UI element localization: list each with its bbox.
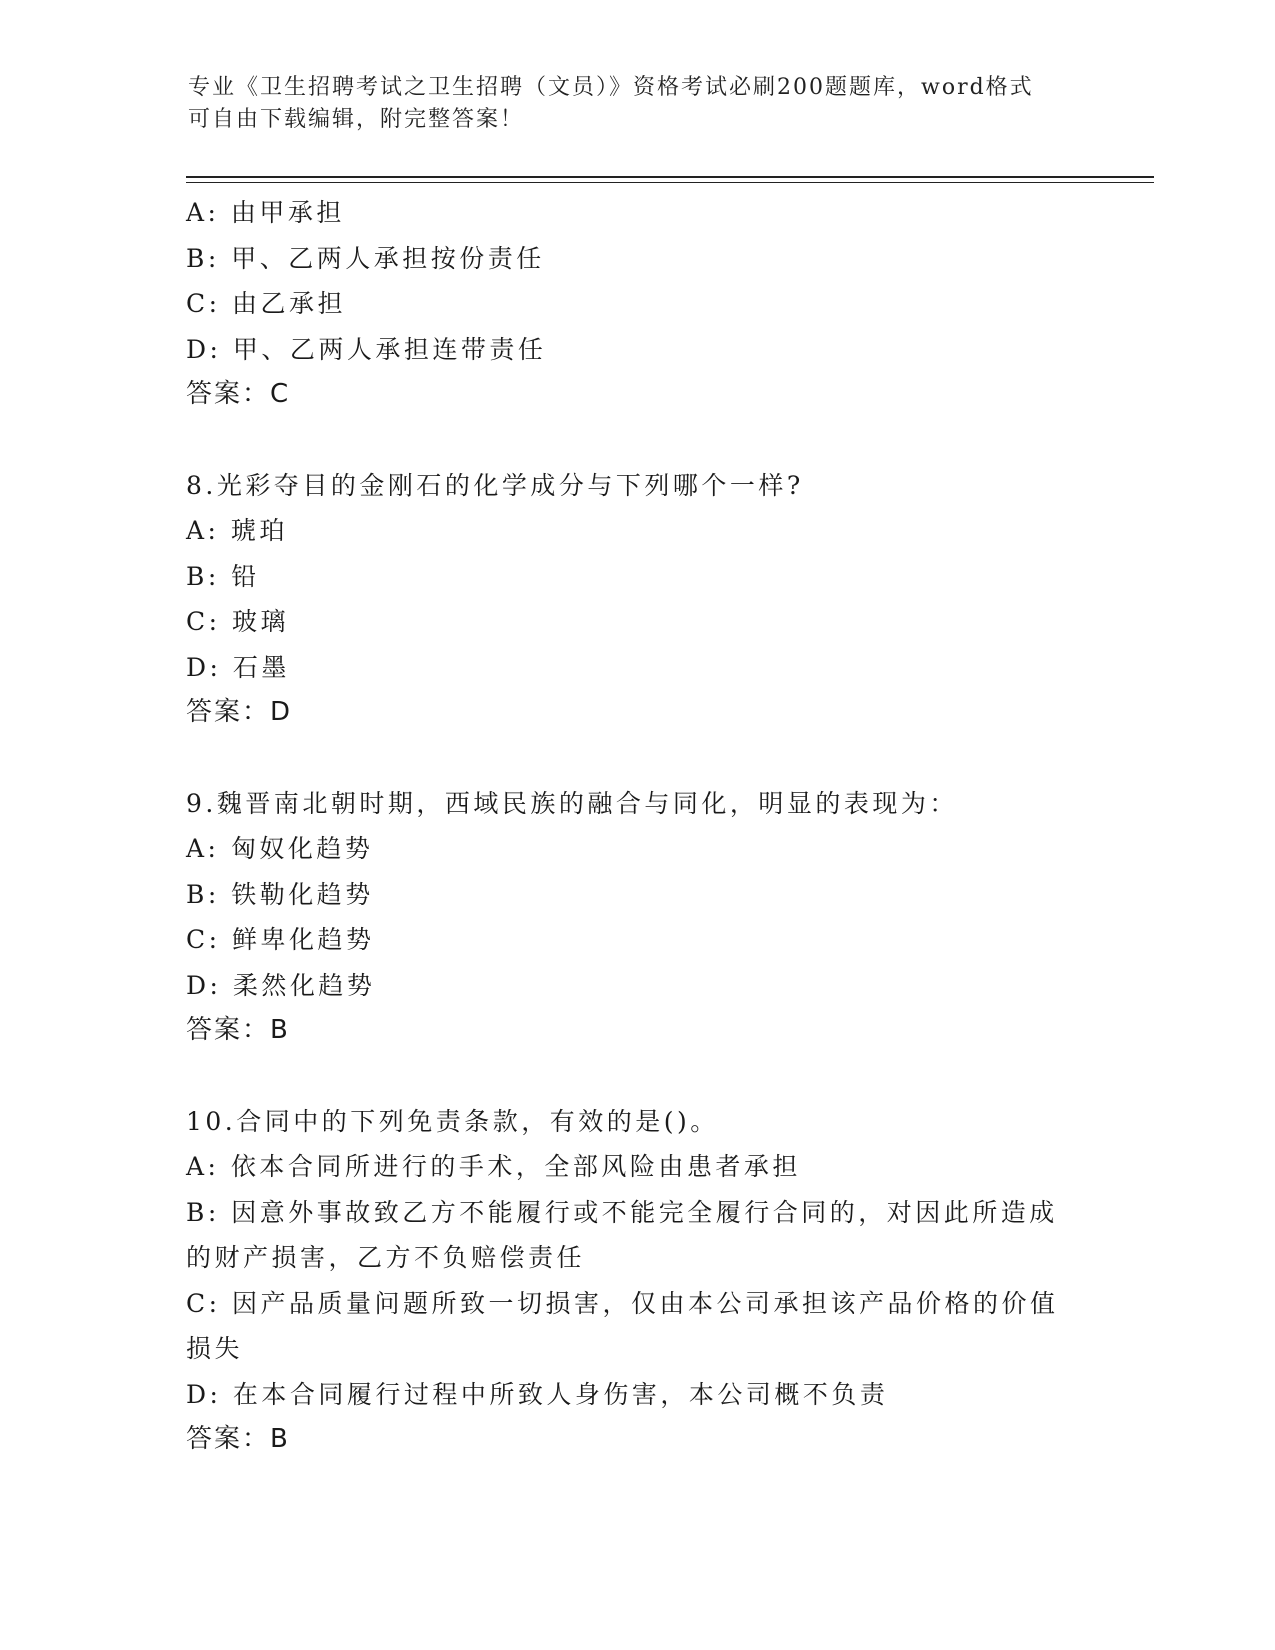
q7-option-d: D: 甲、乙两人承担连带责任 — [186, 334, 547, 364]
q10-option-a: A: 依本合同所进行的手术，全部风险由患者承担 — [186, 1152, 801, 1181]
q7-option-a: A: 由甲承担 — [186, 198, 345, 227]
page-header — [188, 72, 1068, 136]
q7-answer: 答案：C — [186, 379, 291, 409]
q8-option-a: A: 琥珀 — [186, 516, 288, 545]
header-divider — [186, 176, 1154, 183]
q10-option-c: C: 因产品质量问题所致一切损害，仅由本公司承担该产品价格的价值损失 — [186, 1288, 1059, 1363]
spacer — [186, 418, 1086, 463]
q9-answer: 答案：B — [186, 1015, 290, 1045]
q8-option-d: D: 石墨 — [186, 652, 290, 682]
spacer — [186, 736, 1086, 781]
q8-option-c: C: 玻璃 — [186, 607, 289, 636]
q8-option-b: B: 铅 — [186, 561, 260, 591]
q10-question: 10.合同中的下列免责条款，有效的是()。 — [186, 1106, 719, 1136]
question-9-block — [186, 781, 1086, 1054]
q9-option-d: D: 柔然化趋势 — [186, 970, 376, 1000]
q9-question: 9.魏晋南北朝时期，西域民族的融合与同化，明显的表现为： — [186, 788, 958, 818]
q7-option-b: B: 甲、乙两人承担按份责任 — [186, 243, 545, 273]
question-7-block — [186, 190, 1086, 418]
q9-option-c: C: 鲜卑化趋势 — [186, 925, 375, 954]
q8-question: 8.光彩夺目的金刚石的化学成分与下列哪个一样? — [186, 470, 804, 500]
q10-option-d: D: 在本合同履行过程中所致人身伤害，本公司概不负责 — [186, 1379, 889, 1409]
question-10-block — [186, 1099, 1086, 1463]
q10-answer: 答案：B — [186, 1424, 290, 1454]
question-8-block — [186, 463, 1086, 736]
q8-answer: 答案：D — [186, 697, 293, 727]
q9-option-b: B: 铁勒化趋势 — [186, 879, 374, 909]
q9-option-a: A: 匈奴化趋势 — [186, 834, 374, 863]
q7-option-c: C: 由乙承担 — [186, 289, 346, 318]
q10-option-b: B: 因意外事故致乙方不能履行或不能完全履行合同的，对因此所造成的财产损害，乙方不负赔偿责任 — [186, 1197, 1058, 1272]
header-line-2: 可自由下载编辑，附完整答案！ — [188, 107, 525, 132]
document-body — [186, 190, 1086, 1463]
header-line-1: 专业《卫生招聘考试之卫生招聘（文员）》资格考试必刷200题题库，word格式 — [188, 75, 1034, 100]
spacer — [186, 1054, 1086, 1099]
